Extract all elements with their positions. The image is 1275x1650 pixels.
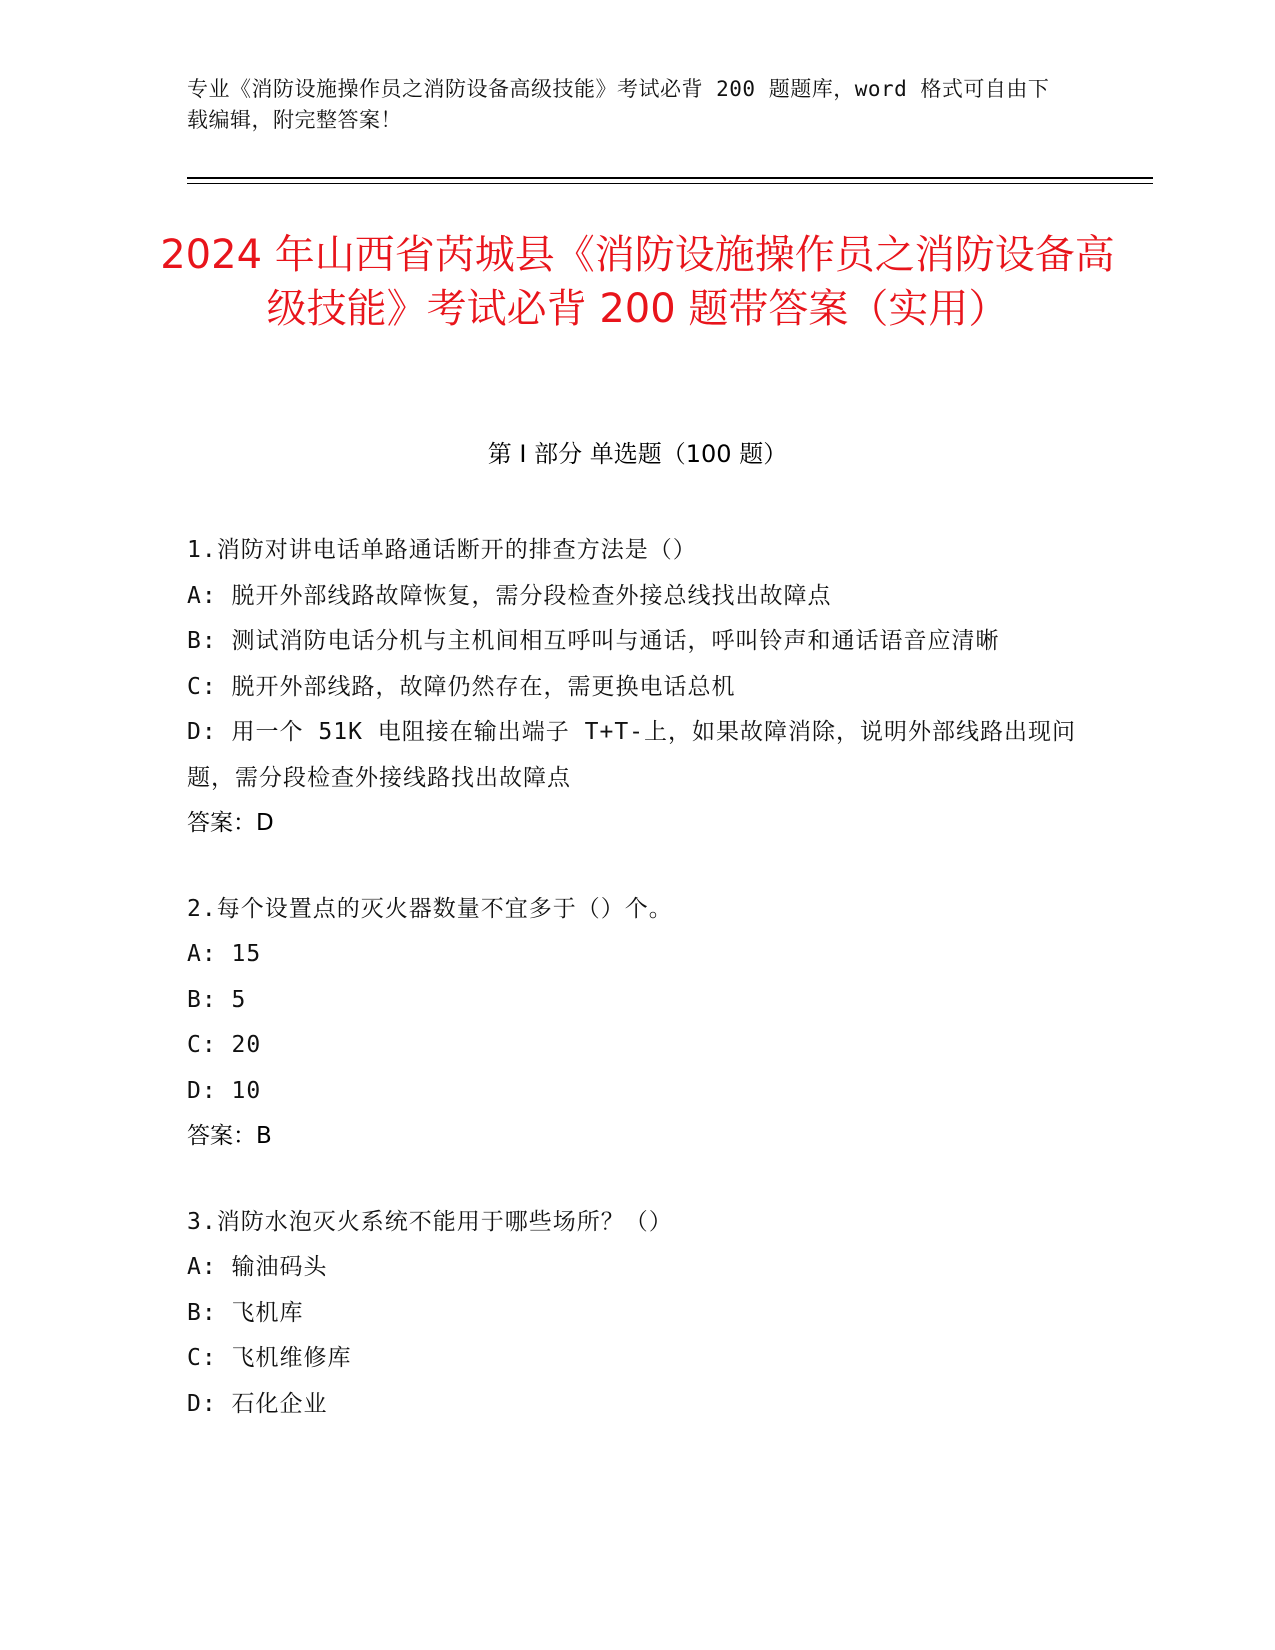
option-d: D: 用一个 51K 电阻接在输出端子 T+T-上，如果故障消除，说明外部线路出现问题，需分段检查外接线路找出故障点 (187, 719, 1077, 791)
question-3 (187, 1200, 1087, 1428)
question-stem: 2.每个设置点的灭火器数量不宜多于（）个。 (187, 895, 673, 922)
section-title: 第 I 部分 单选题（100 题） (487, 440, 788, 468)
option-b: B: 测试消防电话分机与主机间相互呼叫与通话，呼叫铃声和通话语音应清晰 (187, 628, 1000, 654)
option-a: A: 15 (187, 941, 262, 967)
option-a: A: 脱开外部线路故障恢复，需分段检查外接总线找出故障点 (187, 582, 832, 609)
option-d: D: 石化企业 (187, 1390, 328, 1417)
header-rule-thin (187, 183, 1153, 184)
question-stem: 3.消防水泡灭火系统不能用于哪些场所？（） (187, 1208, 673, 1235)
header-note: 专业《消防设施操作员之消防设备高级技能》考试必背 200 题题库，word 格式可自由下载编辑，附完整答案！ (187, 77, 1050, 132)
option-c: C: 20 (187, 1032, 262, 1058)
document-title: 2024 年山西省芮城县《消防设施操作员之消防设备高级技能》考试必背 200 题带答案（实用） (160, 232, 1115, 332)
question-stem: 1.消防对讲电话单路通话断开的排查方法是（） (187, 537, 697, 563)
option-c: C: 脱开外部线路，故障仍然存在，需更换电话总机 (187, 673, 736, 700)
option-d: D: 10 (187, 1077, 262, 1104)
question-2 (187, 887, 1087, 1160)
option-a: A: 输油码头 (187, 1254, 328, 1280)
option-b: B: 飞机库 (187, 1299, 304, 1326)
question-list (187, 528, 1087, 1467)
question-1 (187, 528, 1087, 847)
option-b: B: 5 (187, 986, 247, 1013)
answer: 答案：B (187, 1123, 272, 1149)
option-c: C: 飞机维修库 (187, 1345, 352, 1371)
answer: 答案：D (187, 810, 274, 836)
header-rule-thick (187, 177, 1153, 179)
